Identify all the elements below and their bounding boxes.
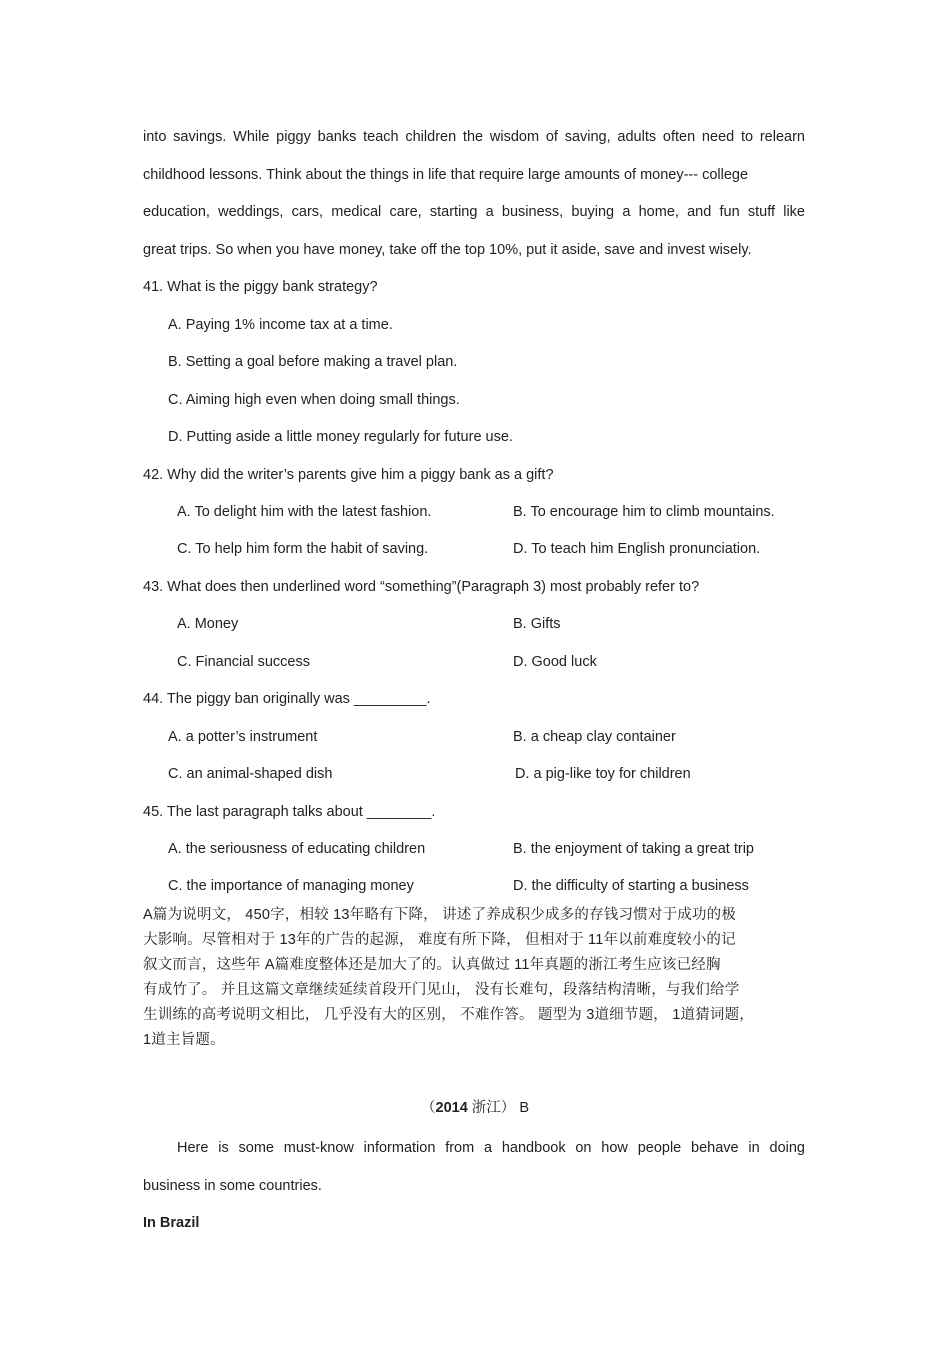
question-stem: 45. The last paragraph talks about ________. (143, 804, 436, 820)
question-stem: 44. The piggy ban originally was _________. (143, 691, 431, 707)
answer-option: D. Putting aside a little money regularly for future use. (168, 429, 513, 445)
passage-line: education, weddings, cars, medical care, starting a business, buying a home, and fun stuff like (143, 204, 805, 220)
answer-option: B. Setting a goal before making a travel plan. (168, 354, 458, 370)
question-stem: 43. What does then underlined word “something”(Paragraph 3) most probably refer to? (143, 579, 700, 595)
answer-option: D. Good luck (513, 654, 597, 670)
heading-province: 浙江） (467, 1100, 516, 1116)
answer-option: A. a potter’s instrument (168, 729, 318, 745)
answer-option: C. To help him form the habit of saving. (177, 541, 429, 557)
subheading: In Brazil (143, 1215, 200, 1231)
analysis-line: 1道主旨题。 (143, 1032, 225, 1048)
answer-option: A. Money (177, 616, 239, 632)
answer-option: C. Aiming high even when doing small things. (168, 392, 460, 408)
answer-option: D. a pig-like toy for children (515, 766, 691, 782)
analysis-line: 有成竹了。 并且这篇文章继续延续首段开门见山， 没有长难句，段落结构清晰，与我们给学 (143, 982, 740, 998)
answer-option: B. the enjoyment of taking a great trip (513, 841, 754, 857)
answer-option: B. a cheap clay container (513, 729, 676, 745)
passage-line: childhood lessons. Think about the things in life that require large amounts of money--- college (143, 167, 749, 183)
passage-line: into savings. While piggy banks teach children the wisdom of saving, adults often need to relearn (143, 129, 805, 145)
intro-line: business in some countries. (143, 1178, 322, 1194)
passage-line: great trips. So when you have money, take off the top 10%, put it aside, save and invest wisely. (143, 242, 752, 258)
answer-option: C. the importance of managing money (168, 878, 414, 894)
answer-option: B. To encourage him to climb mountains. (513, 504, 775, 520)
answer-option: A. Paying 1% income tax at a time. (168, 317, 393, 333)
answer-option: D. To teach him English pronunciation. (513, 541, 761, 557)
question-stem: 42. Why did the writer’s parents give him a piggy bank as a gift? (143, 467, 554, 483)
analysis-line: 生训练的高考说明文相比， 几乎没有大的区别， 不难作答。 题型为 3道细节题， 1道猜词题， (143, 1007, 754, 1023)
analysis-line: 叙文而言，这些年 A篇难度整体还是加大了的。认真做过 11年真题的浙江考生应该已经胸 (143, 957, 721, 973)
answer-option: D. the difficulty of starting a business (513, 878, 749, 894)
question-stem: 41. What is the piggy bank strategy? (143, 279, 378, 295)
heading-year: 2014 (435, 1100, 468, 1116)
analysis-line: A篇为说明文， 450字，相较 13年略有下降， 讲述了养成积少成多的存钱习惯对于成功的极 (143, 907, 737, 923)
section-heading (0, 1099, 950, 1117)
intro-line: Here is some must-know information from a handbook on how people behave in doing (177, 1140, 805, 1156)
heading-paren: （ (421, 1100, 436, 1116)
heading-part: B (515, 1100, 529, 1116)
answer-option: A. To delight him with the latest fashion. (177, 504, 432, 520)
answer-option: C. an animal-shaped dish (168, 766, 333, 782)
answer-option: C. Financial success (177, 654, 310, 670)
analysis-line: 大影响。尽管相对于 13年的广告的起源， 难度有所下降， 但相对于 11年以前难度较小的记 (143, 932, 736, 948)
answer-option: A. the seriousness of educating children (168, 841, 426, 857)
answer-option: B. Gifts (513, 616, 561, 632)
